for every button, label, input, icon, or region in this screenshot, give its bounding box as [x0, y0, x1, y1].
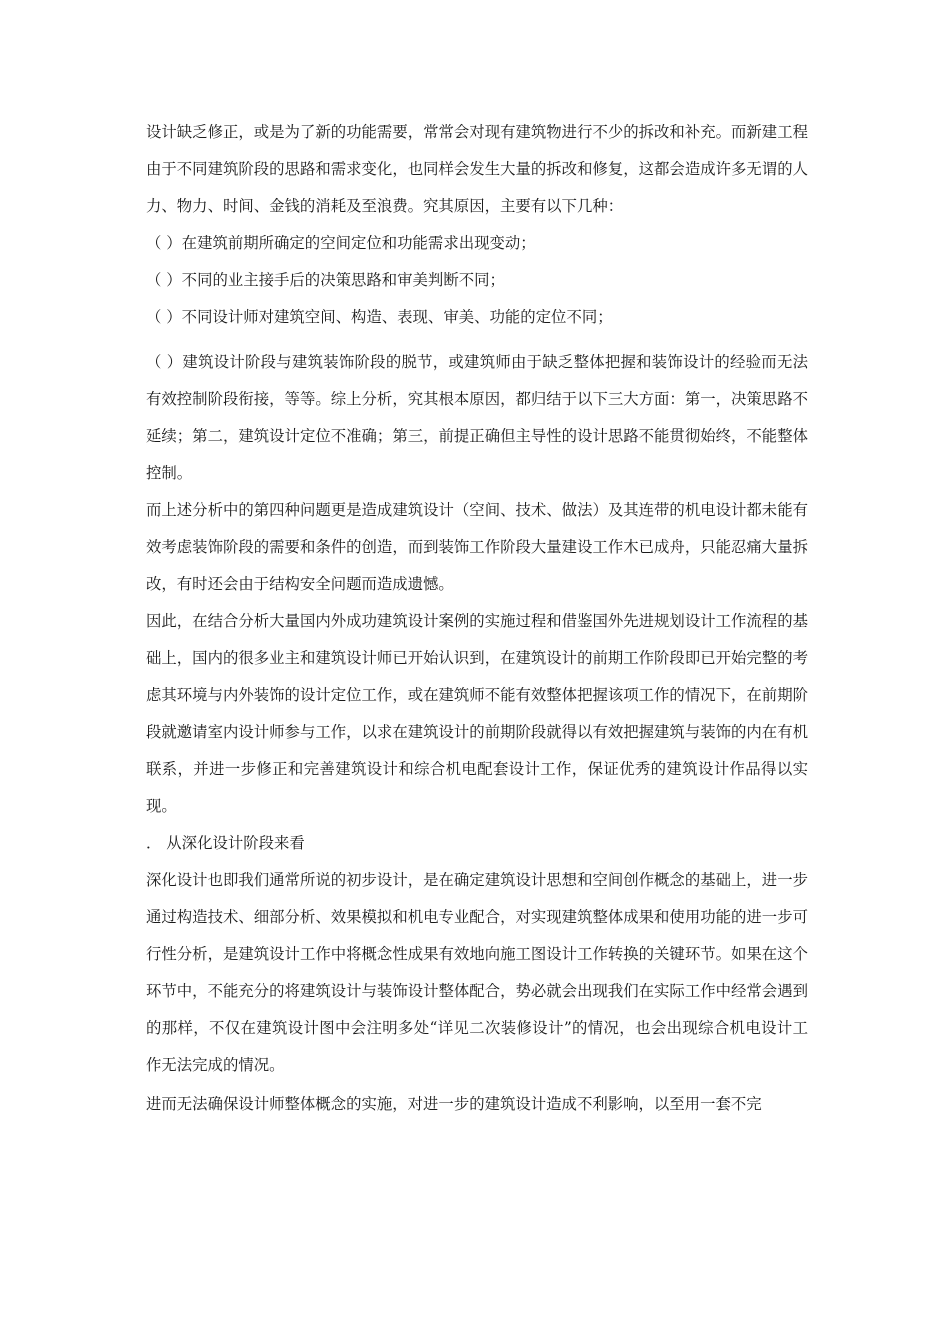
spacer [146, 336, 808, 344]
list-item-2: （ ）不同的业主接手后的决策思路和审美判断不同； [146, 271, 505, 289]
paragraph-therefore: 因此，在结合分析大量国内外成功建筑设计案例的实施过程和借鉴国外先进规划设计工作流程的基础上，国内的很多业主和建筑设计师已开始认识到，在建筑设计的前期工作阶段即已开始完整的考虑其环境与内外装饰的设计定位工作，或在建筑师不能有效整体把握该项工作的情况下，在前期阶段就邀请室内设计师参与工作，以求在建筑设计的前期阶段就得以有效把握建筑与装饰的内在有机联系，并进一步修正和完善建筑设计和综合机电配套设计工作，保证优秀的建筑设计作品得以实现。 [146, 612, 808, 815]
paragraph-intro: 设计缺乏修正，或是为了新的功能需要，常常会对现有建筑物进行不少的拆改和补充。而新建工程由于不同建筑阶段的思路和需求变化，也同样会发生大量的拆改和修复，这都会造成许多无谓的人力、物力、时间、金钱的消耗及至浪费。究其原因，主要有以下几种： [146, 123, 808, 215]
paragraph-deepening-design: 深化设计也即我们通常所说的初步设计，是在确定建筑设计思想和空间创作概念的基础上，进一步通过构造技术、细部分析、效果模拟和机电专业配合，对实现建筑整体成果和使用功能的进一步可行性分析，是建筑设计工作中将概念性成果有效地向施工图设计工作转换的关键环节。如果在这个环节中，不能充分的将建筑设计与装饰设计整体配合，势必就会出现我们在实际工作中经常会遇到的那样，不仅在建筑设计图中会注明多处“详见二次装修设计”的情况，也会出现综合机电设计工作无法完成的情况。 [146, 871, 808, 1074]
list-item-1: （ ）在建筑前期所确定的空间定位和功能需求出现变动； [146, 234, 536, 252]
section-heading: ． 从深化设计阶段来看 [146, 834, 305, 852]
paragraph-continuation: 进而无法确保设计师整体概念的实施，对进一步的建筑设计造成不利影响，以至用一套不完 [146, 1095, 762, 1113]
list-item-3: （ ）不同设计师对建筑空间、构造、表现、审美、功能的定位不同； [146, 308, 613, 326]
document-body [146, 114, 808, 1123]
list-item-4: （ ）建筑设计阶段与建筑装饰阶段的脱节，或建筑师由于缺乏整体把握和装饰设计的经验而无法有效控制阶段衔接，等等。综上分析，究其根本原因，都归结于以下三大方面：第一，决策思路不延续；第二，建筑设计定位不准确；第三，前提正确但主导性的设计思路不能贯彻始终，不能整体控制。 [146, 353, 808, 482]
paragraph-fourth-problem: 而上述分析中的第四种问题更是造成建筑设计（空间、技术、做法）及其连带的机电设计都未能有效考虑装饰阶段的需要和条件的创造，而到装饰工作阶段大量建设工作木已成舟，只能忍痛大量拆改，有时还会由于结构安全问题而造成遗憾。 [146, 501, 808, 593]
